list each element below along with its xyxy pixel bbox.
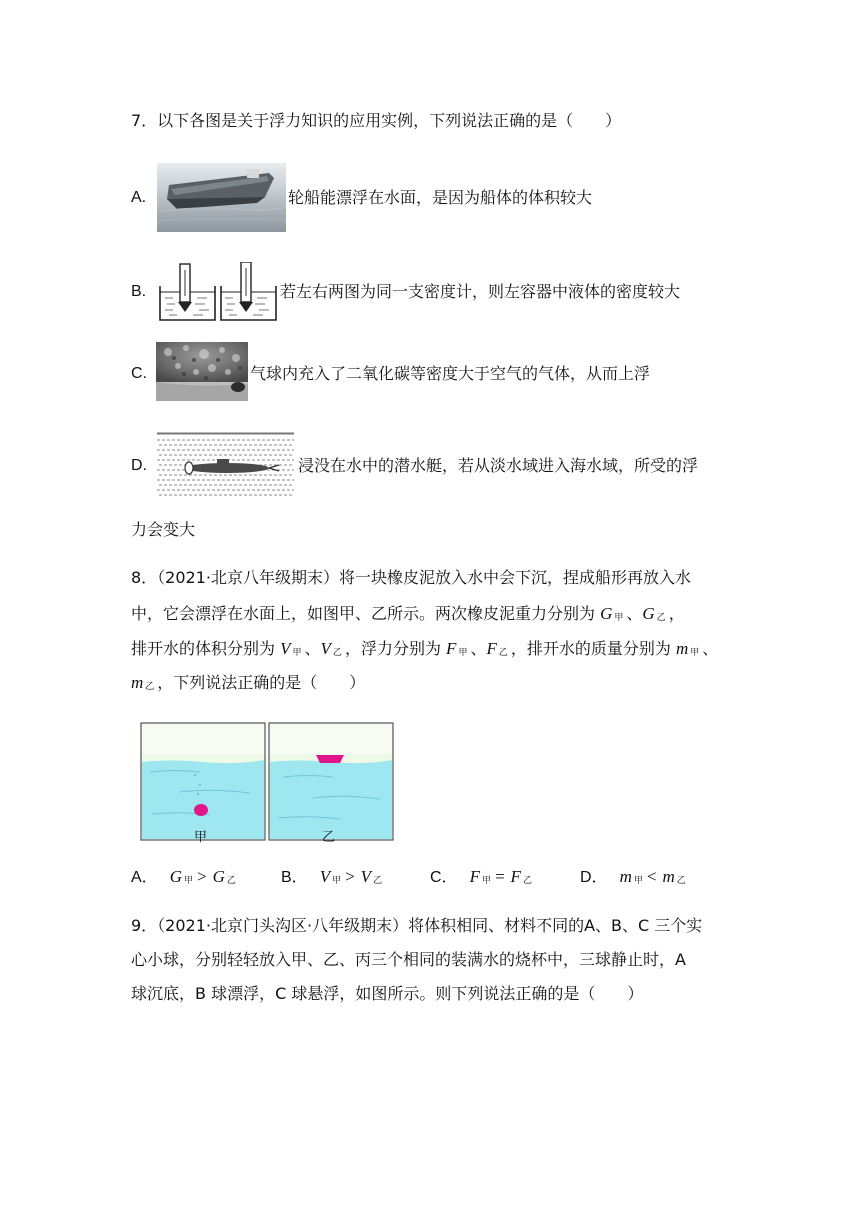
subscript-yi: 乙	[332, 648, 342, 658]
q7-option-b-letter: B.	[131, 283, 147, 300]
subscript-yi: 乙	[656, 613, 666, 623]
q8-answer-c	[430, 867, 535, 891]
symbol-f: F	[446, 639, 457, 658]
symbol-g: G	[600, 604, 613, 623]
q7-option-b-text: 若左右两图为同一支密度计，则左容器中液体的密度较大	[280, 282, 681, 301]
subscript-yi: 乙	[226, 876, 236, 886]
q8-line-2-text: 中，它会漂浮在水面上，如图甲、乙所示。两次橡皮泥重力分别为	[131, 604, 596, 623]
q9-line-1: 9．（2021·北京门头沟区·八年级期末）将体积相同、材料不同的A、B、C 三个实	[131, 916, 703, 935]
symbol-f: F	[486, 639, 497, 658]
subscript-jia: 甲	[332, 876, 342, 886]
subscript-jia: 甲	[458, 648, 468, 658]
q8-answer-b	[281, 867, 385, 891]
subscript-yi: 乙	[145, 682, 155, 692]
subscript-yi: 乙	[522, 876, 532, 886]
separator: 、	[304, 639, 321, 658]
q7-option-c-text: 气球内充入了二氧化碳等密度大于空气的气体，从而上浮	[250, 364, 651, 383]
answer-operator: >	[344, 867, 356, 886]
answer-left-symbol: V	[319, 867, 331, 886]
q8-answer-a	[131, 867, 239, 891]
figure-label-jia: 甲	[194, 830, 208, 845]
q8-line-3-text: 排开水的体积分别为	[131, 639, 276, 658]
q7-option-a-text: 轮船能漂浮在水面，是因为船体的体积较大	[288, 188, 593, 207]
q7-option-a-letter: A.	[131, 189, 147, 206]
answer-right-symbol: m	[662, 867, 675, 886]
symbol-m: m	[131, 673, 144, 692]
separator: 、	[626, 604, 643, 623]
subscript-yi: 乙	[676, 876, 686, 886]
separator: ，	[668, 604, 685, 623]
figure-label-yi: 乙	[322, 830, 336, 845]
q8-line-3-text: ，排开水的质量分别为	[510, 639, 671, 658]
answer-right-symbol: V	[360, 867, 372, 886]
q8-line-4	[131, 673, 365, 697]
separator: 、	[470, 639, 487, 658]
hydrometer-diagram	[157, 262, 279, 322]
subscript-jia: 甲	[633, 876, 643, 886]
subscript-jia: 甲	[183, 876, 193, 886]
q7-option-c-letter: C.	[131, 365, 147, 382]
symbol-m: m	[675, 639, 689, 658]
q7-option-d-letter: D.	[131, 457, 147, 474]
q9-line-3: 球沉底，B 球漂浮，C 球悬浮，如图所示。则下列说法正确的是（ ）	[131, 984, 644, 1003]
answer-left-symbol: G	[169, 867, 182, 886]
q8-line-1: 8．（2021·北京八年级期末）将一块橡皮泥放入水中会下沉，捏成船形再放入水	[131, 568, 691, 587]
q7-option-d-continuation: 力会变大	[131, 520, 196, 539]
subscript-jia: 甲	[481, 876, 491, 886]
subscript-yi: 乙	[373, 876, 383, 886]
q9-line-2: 心小球，分别轻轻放入甲、乙、丙三个相同的装满水的烧杯中，三球静止时，A	[131, 950, 686, 969]
answer-letter: D．	[580, 869, 608, 886]
q8-line-4-text: ，下列说法正确的是（ ）	[157, 673, 366, 692]
clay-figure-jia	[140, 722, 266, 841]
symbol-v: V	[320, 639, 331, 658]
clay-figure-yi	[268, 722, 394, 841]
q8-line-2	[131, 604, 685, 628]
q8-answer-d	[580, 867, 689, 891]
q7-stem: 7．以下各图是关于浮力知识的应用实例，下列说法正确的是（ ）	[131, 111, 622, 130]
answer-left-symbol: m	[619, 867, 632, 886]
submarine-diagram	[157, 432, 294, 499]
answer-operator: =	[493, 867, 506, 886]
answer-operator: >	[195, 867, 208, 886]
answer-operator: <	[645, 867, 658, 886]
q7-option-d-text: 浸没在水中的潜水艇，若从淡水域进入海水域，所受的浮	[298, 456, 699, 475]
answer-letter: B．	[281, 869, 308, 886]
subscript-jia: 甲	[614, 613, 624, 623]
subscript-yi: 乙	[498, 648, 508, 658]
symbol-v: V	[280, 639, 291, 658]
answer-right-symbol: F	[510, 867, 521, 886]
answer-right-symbol: G	[212, 867, 225, 886]
answer-letter: C．	[430, 869, 458, 886]
symbol-g: G	[642, 604, 655, 623]
ship-photo	[157, 163, 286, 232]
q8-line-3	[131, 639, 718, 663]
subscript-jia: 甲	[292, 648, 302, 658]
answer-left-symbol: F	[469, 867, 480, 886]
subscript-jia: 甲	[690, 648, 700, 658]
balloon-photo	[156, 342, 248, 401]
answer-letter: A．	[131, 869, 158, 886]
separator: 、	[702, 639, 719, 658]
q8-line-3-text: ，浮力分别为	[344, 639, 441, 658]
